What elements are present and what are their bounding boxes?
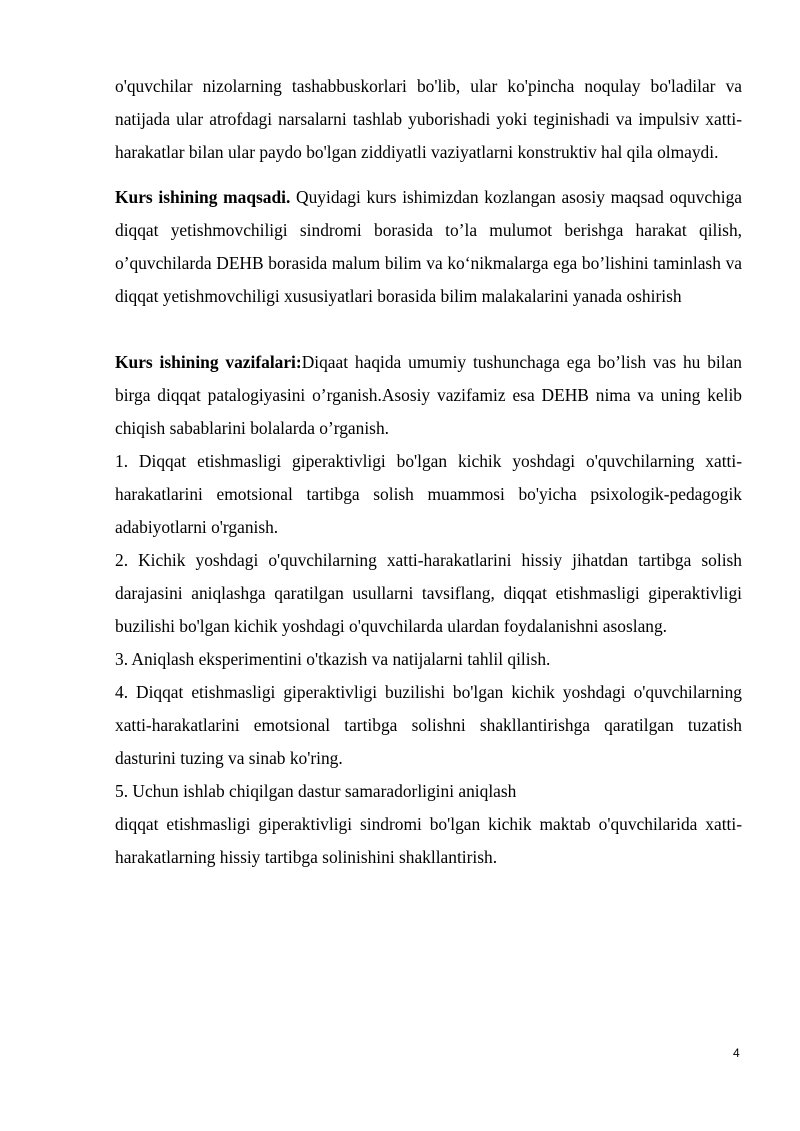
goal-heading: Kurs ishining maqsadi. bbox=[115, 187, 291, 207]
tasks-paragraph bbox=[115, 346, 742, 445]
intro-paragraph: o'quvchilar nizolarning tashabbuskorlari bo'lib, ular ko'pincha noqulay bo'ladilar va natijada ular atrofdagi narsalarni tashlab yuborishadi yoki teginishadi va impulsiv xatti-harakatlar bilan ular paydo bo'lgan ziddiyatli vaziyatlarni konstruktiv hal qila olmaydi. bbox=[115, 76, 742, 162]
task-item-1: 1. Diqqat etishmasligi giperaktivligi bo'lgan kichik yoshdagi o'quvchilarning xatti-harakatlarini emotsional tartibga solish muammosi bo'yicha psixologik-pedagogik adabiyotlarni o'rganish. bbox=[115, 451, 742, 537]
document-page bbox=[115, 70, 742, 874]
tasks-heading: Kurs ishining vazifalari: bbox=[115, 352, 302, 372]
task-item-2: 2. Kichik yoshdagi o'quvchilarning xatti-harakatlarini hissiy jihatdan tartibga solish darajasini aniqlashga qaratilgan usullarni tavsiflang, diqqat etishmasligi giperaktivligi buzilishi bo'lgan kichik yoshdagi o'quvchilarda ulardan foydalanishni asoslang. bbox=[115, 550, 742, 636]
goal-paragraph bbox=[115, 181, 742, 313]
task-item-3: 3. Aniqlash eksperimentini o'tkazish va natijalarni tahlil qilish. bbox=[115, 649, 551, 669]
paragraph-spacer bbox=[115, 169, 742, 181]
tasks-text: Diqaat haqida umumiy tushunchaga ega bo’lish vas hu bilan birga diqqat patalogiyasini o’rganish.Asosiy vazifamiz esa DEHB nima va uning kelib chiqish sabablarini bolalarda o’rganish. bbox=[115, 352, 742, 438]
task-item-4: 4. Diqqat etishmasligi giperaktivligi buzilishi bo'lgan kichik yoshdagi o'quvchilarning xatti-harakatlarini emotsional tartibga solishni shakllantirishga qaratilgan tuzatish dasturini tuzing va sinab ko'ring. bbox=[115, 682, 742, 768]
page-number: 4 bbox=[733, 1046, 740, 1060]
task-item-5-continuation: diqqat etishmasligi giperaktivligi sindromi bo'lgan kichik maktab o'quvchilarida xatti-harakatlarning hissiy tartibga solinishini shakllantirish. bbox=[115, 814, 742, 867]
goal-text: Quyidagi kurs ishimizdan kozlangan asosiy maqsad oquvchiga diqqat yetishmovchiligi sindromi borasida to’la mulumot berishga harakat qilish, o’quvchilarda DEHB borasida malum bilim va ko‘nikmalarga ega bo’lishini taminlash va diqqat yetishmovchiligi xususiyatlari borasida bilim malakalarini yanada oshirish bbox=[115, 187, 742, 306]
task-item-5: 5. Uchun ishlab chiqilgan dastur samaradorligini aniqlash bbox=[115, 781, 517, 801]
paragraph-spacer bbox=[115, 313, 742, 346]
